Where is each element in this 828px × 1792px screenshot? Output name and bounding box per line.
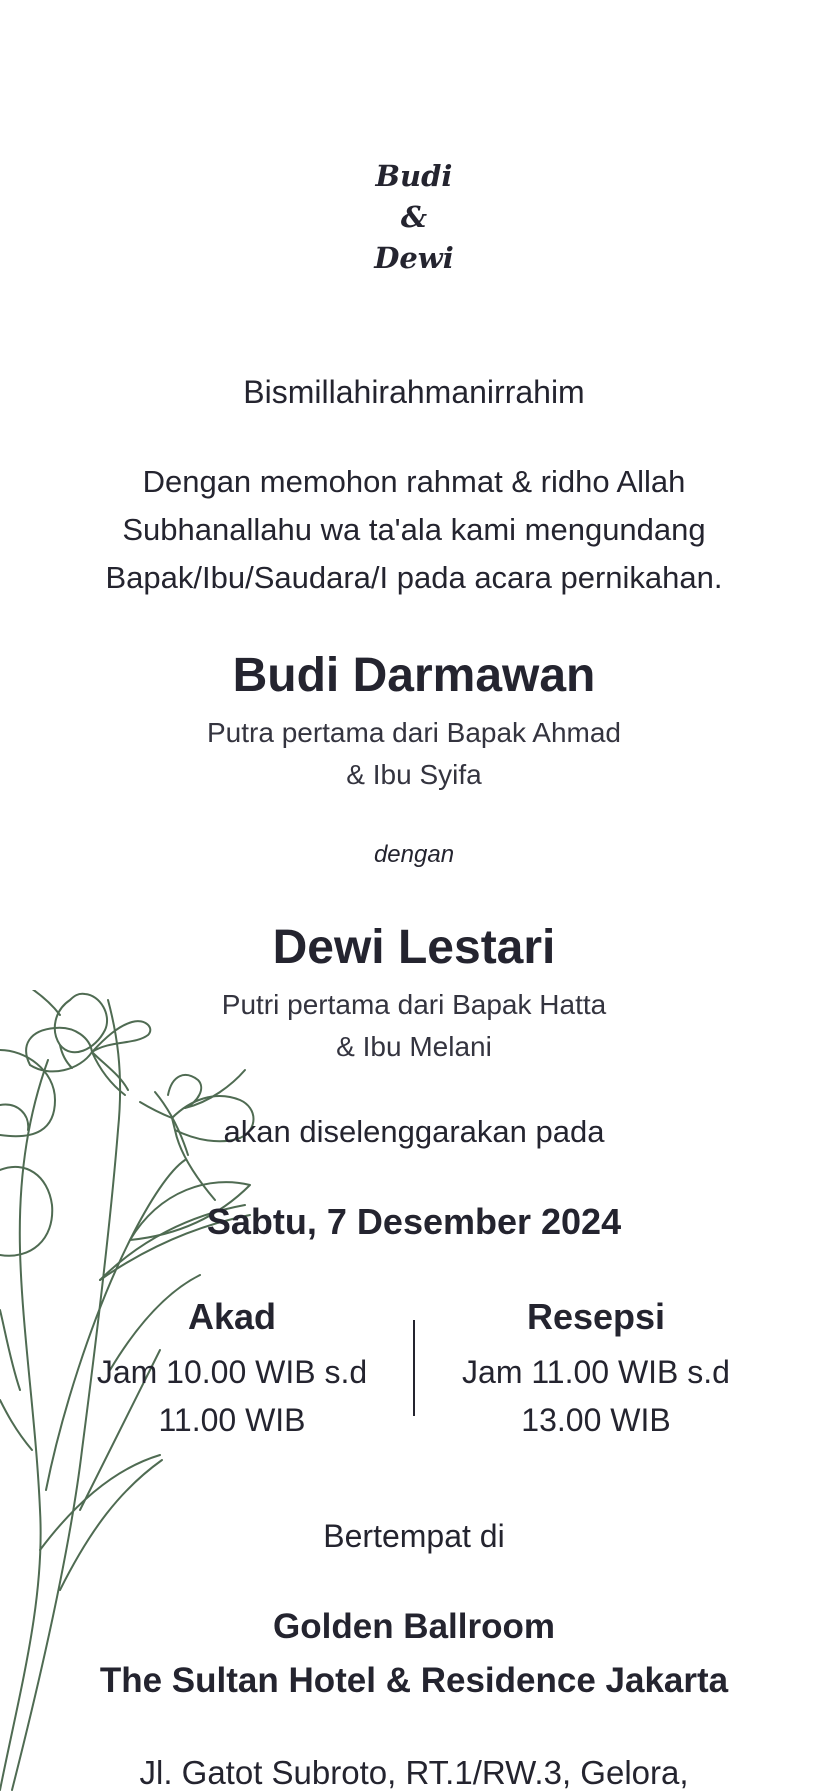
venue-address: Jl. Gatot Subroto, RT.1/RW.3, Gelora, xyxy=(139,1754,689,1791)
groom-name: Budi Darmawan xyxy=(232,649,596,702)
bride-parents-line-1: Putri pertama dari Bapak Hatta xyxy=(221,989,607,1020)
resepsi-time xyxy=(416,1348,776,1444)
event-divider xyxy=(413,1320,415,1416)
resepsi-time-line-1: Jam 11.00 WIB s.d xyxy=(462,1354,730,1390)
connector-text: dengan xyxy=(373,841,455,868)
groom-parents xyxy=(0,712,828,796)
bride-parents-line-2: & Ibu Melani xyxy=(336,1031,492,1062)
venue-line-2: The Sultan Hotel & Residence Jakarta xyxy=(99,1661,729,1700)
monogram-ampersand: & xyxy=(400,200,428,234)
resepsi-event xyxy=(416,1292,776,1444)
resepsi-title: Resepsi xyxy=(526,1296,666,1337)
couple-monogram xyxy=(0,156,828,279)
venue-name xyxy=(0,1600,828,1708)
groom-parents-line-1: Putra pertama dari Bapak Ahmad xyxy=(206,717,621,748)
monogram-bride: Dewi xyxy=(374,241,454,275)
monogram-groom: Budi xyxy=(375,159,453,193)
venue-line-1: Golden Ballroom xyxy=(273,1607,555,1646)
akad-time-line-2: 11.00 WIB xyxy=(158,1402,306,1438)
akad-event xyxy=(52,1292,412,1444)
bride-name: Dewi Lestari xyxy=(272,921,556,974)
akad-time xyxy=(52,1348,412,1444)
intro-paragraph xyxy=(0,458,828,602)
groom-parents-line-2: & Ibu Syifa xyxy=(346,759,482,790)
intro-line-3: Bapak/Ibu/Saudara/I pada acara pernikahan. xyxy=(105,560,723,595)
intro-line-1: Dengan memohon rahmat & ridho Allah xyxy=(142,464,686,499)
event-date: Sabtu, 7 Desember 2024 xyxy=(206,1201,622,1242)
venue-intro: Bertempat di xyxy=(323,1518,505,1554)
akad-title: Akad xyxy=(187,1296,277,1337)
akad-time-line-1: Jam 10.00 WIB s.d xyxy=(96,1354,368,1390)
intro-line-2: Subhanallahu wa ta'ala kami mengundang xyxy=(122,512,706,547)
resepsi-time-line-2: 13.00 WIB xyxy=(521,1402,671,1438)
bride-parents xyxy=(0,984,828,1068)
held-on-text: akan diselenggarakan pada xyxy=(223,1114,605,1149)
greeting-text: Bismillahirahmanirrahim xyxy=(243,374,585,410)
